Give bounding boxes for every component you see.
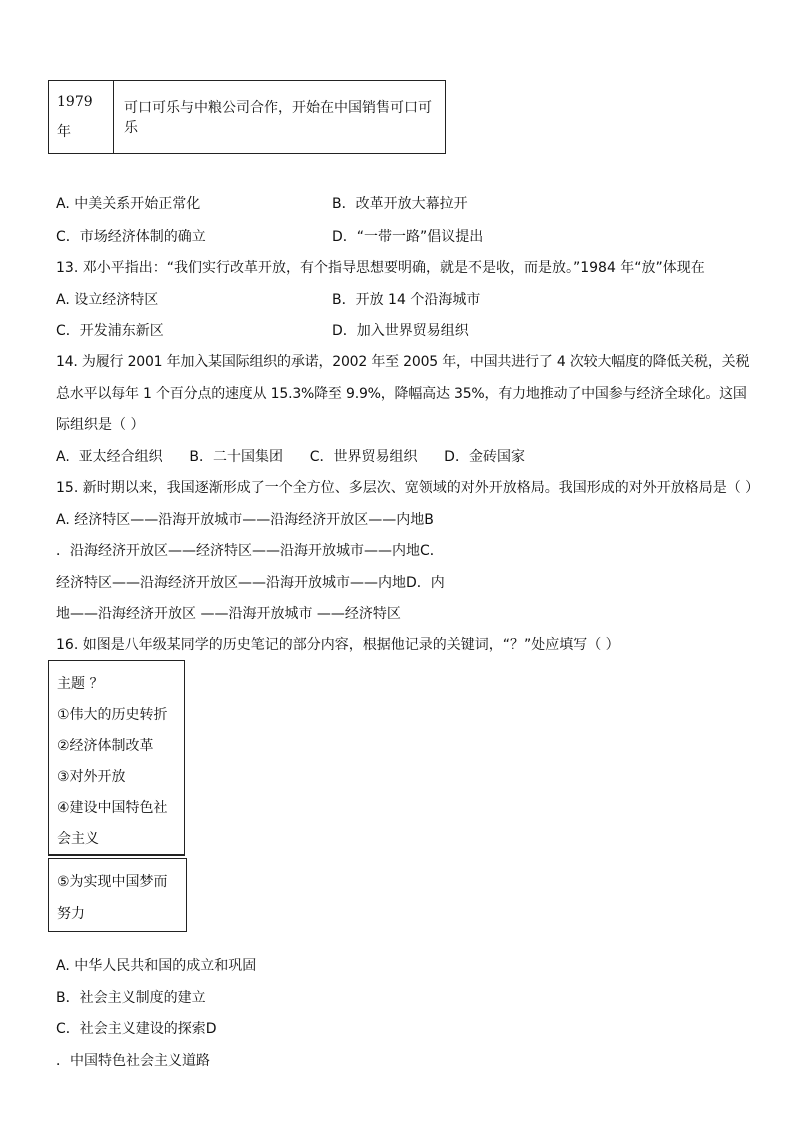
year-suffix: 年 <box>57 124 71 140</box>
notes-item: ③对外开放 <box>57 769 126 785</box>
q14-stem-line2: 总水平以每年 1 个百分点的速度从 15.3%降至 9.9%，降幅高达 35%，有力地推动了中国参与经济全球化。这国 <box>56 386 747 402</box>
q16-option-a: A. 中华人民共和国的成立和巩固 <box>56 958 257 974</box>
q16-stem: 16. 如图是八年级某同学的历史笔记的部分内容，根据他记录的关键词，“？”处应填写（ ） <box>56 637 620 653</box>
notes-box <box>48 660 185 856</box>
notes-box-lower <box>48 858 187 932</box>
notes-item: ⑤为实现中国梦而 <box>57 874 168 890</box>
year-number: 1979 <box>57 94 93 110</box>
q13-option-b: B．开放 14 个沿海城市 <box>332 292 481 308</box>
q16-option-d: ．中国特色社会主义道路 <box>56 1053 210 1069</box>
year-cell <box>49 81 114 154</box>
q14-stem-line3: 际组织是（ ） <box>56 417 145 433</box>
q13-option-c: C．开发浦东新区 <box>56 323 164 339</box>
q12-option-a: A. 中美关系开始正常化 <box>56 196 201 212</box>
q13-option-a: A. 设立经济特区 <box>56 292 159 308</box>
q15-options-line1: A. 经济特区——沿海开放城市——沿海经济开放区——内地B <box>56 512 434 528</box>
q12-option-b: B．改革开放大幕拉开 <box>332 196 468 212</box>
notes-title: 主题 ？ <box>57 676 104 692</box>
notes-item: 会主义 <box>57 831 99 847</box>
q13-stem: 13. 邓小平指出：“我们实行改革开放，有个指导思想要明确，就是不是收，而是放。”1984 年“放”体现在 <box>56 260 705 276</box>
q15-options-line3: 经济特区——沿海经济开放区——沿海开放城市——内地D．内 <box>56 575 445 591</box>
q14-options: A. 亚太经合组织 B．二十国集团 C．世界贸易组织 D．金砖国家 <box>56 449 525 465</box>
q14-stem-line1: 14. 为履行 2001 年加入某国际组织的承诺，2002 年至 2005 年，中国共进行了 4 次较大幅度的降低关税，关税 <box>56 354 750 370</box>
q12-option-d: D．“一带一路”倡议提出 <box>332 229 484 245</box>
q16-option-b: B．社会主义制度的建立 <box>56 990 206 1006</box>
event-cell: 可口可乐与中粮公司合作，开始在中国销售可口可乐 <box>114 81 446 154</box>
q16-option-c: C．社会主义建设的探索D <box>56 1021 217 1037</box>
notes-item: 努力 <box>57 906 85 922</box>
event-table <box>48 80 446 154</box>
table-row <box>49 81 446 154</box>
q15-options-line4: 地——沿海经济开放区 ——沿海开放城市 ——经济特区 <box>56 606 401 622</box>
notes-item: ④建设中国特色社 <box>57 800 168 816</box>
q12-option-c: C．市场经济体制的确立 <box>56 229 206 245</box>
q15-options-line2: ．沿海经济开放区——经济特区——沿海开放城市——内地C． <box>56 543 444 559</box>
notes-item: ①伟大的历史转折 <box>57 707 168 723</box>
q13-option-d: D．加入世界贸易组织 <box>332 323 469 339</box>
q15-stem: 15. 新时期以来，我国逐渐形成了一个全方位、多层次、宽领域的对外开放格局。我国形成的对外开放格局是（ ） <box>56 480 760 496</box>
notes-item: ②经济体制改革 <box>57 738 154 754</box>
